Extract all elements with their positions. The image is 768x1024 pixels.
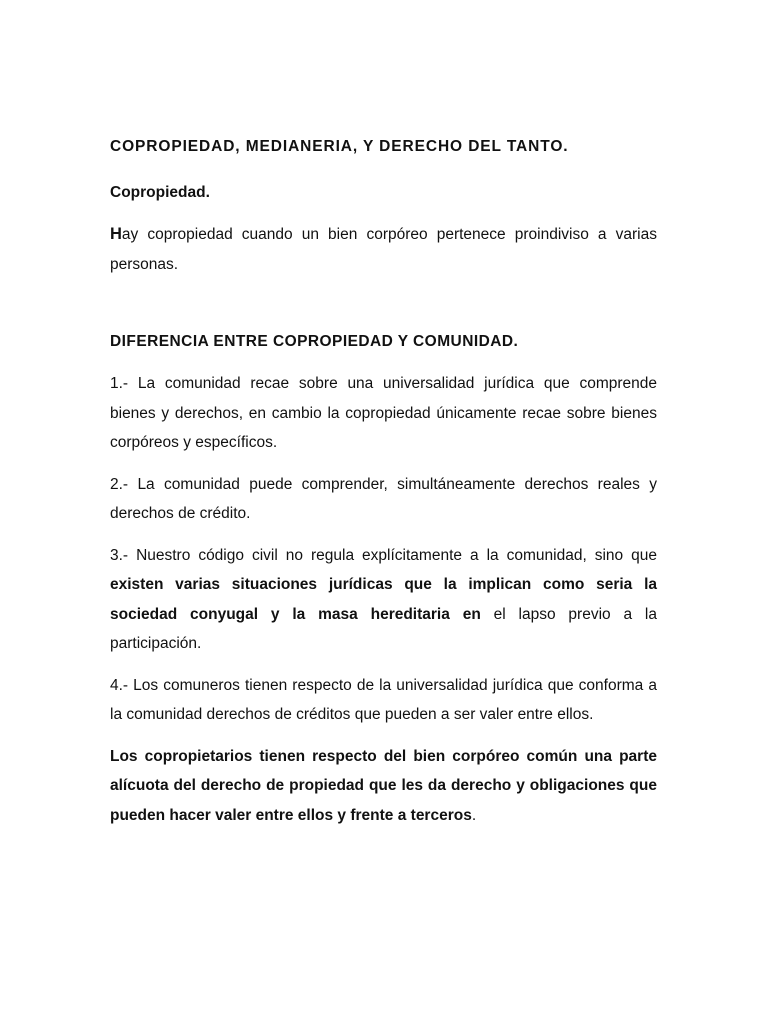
list-item-1: 1.- La comunidad recae sobre una universalidad jurídica que comprende bienes y derechos, en cambio la copropiedad únicamente recae sobre bienes corpóreos y específicos.	[110, 375, 657, 451]
list-item-4: 4.- Los comuneros tienen respecto de la universalidad jurídica que conforma a la comunidad derechos de créditos que pueden a ser valer entre ellos.	[110, 676, 657, 723]
conclusion-paragraph	[110, 742, 657, 831]
document-title: COPROPIEDAD, MEDIANERIA, Y DERECHO DEL TANTO.	[110, 138, 569, 155]
intro-text: ay copropiedad cuando un bien corpóreo pertenece proindiviso a varias personas.	[110, 226, 657, 273]
list-item-2: 2.- La comunidad puede comprender, simultáneamente derechos reales y derechos de crédito.	[110, 475, 657, 522]
intro-drop-letter: H	[110, 225, 122, 243]
list-item-3	[110, 541, 657, 659]
list-item-3-bold-text: existen varias situaciones jurídicas que la implican como seria la sociedad conyugal y la masa hereditaria en	[110, 576, 657, 623]
intro-paragraph	[110, 220, 657, 279]
section-subtitle: Copropiedad.	[110, 184, 210, 201]
section-heading: DIFERENCIA ENTRE COPROPIEDAD Y COMUNIDAD.	[110, 333, 519, 350]
conclusion-period: .	[471, 806, 477, 824]
list-item-3-text-end: el lapso previo a la participación.	[110, 605, 657, 652]
list-item-3-text-start: 3.- Nuestro código civil no regula explícitamente a la comunidad, sino que	[110, 546, 657, 564]
conclusion-bold-text: Los copropietarios tienen respecto del bien corpóreo común una parte alícuota del derecho de propiedad que les da derecho y obligaciones que pueden hacer valer entre ellos y frente a terceros	[110, 747, 657, 824]
document-body	[110, 136, 657, 842]
